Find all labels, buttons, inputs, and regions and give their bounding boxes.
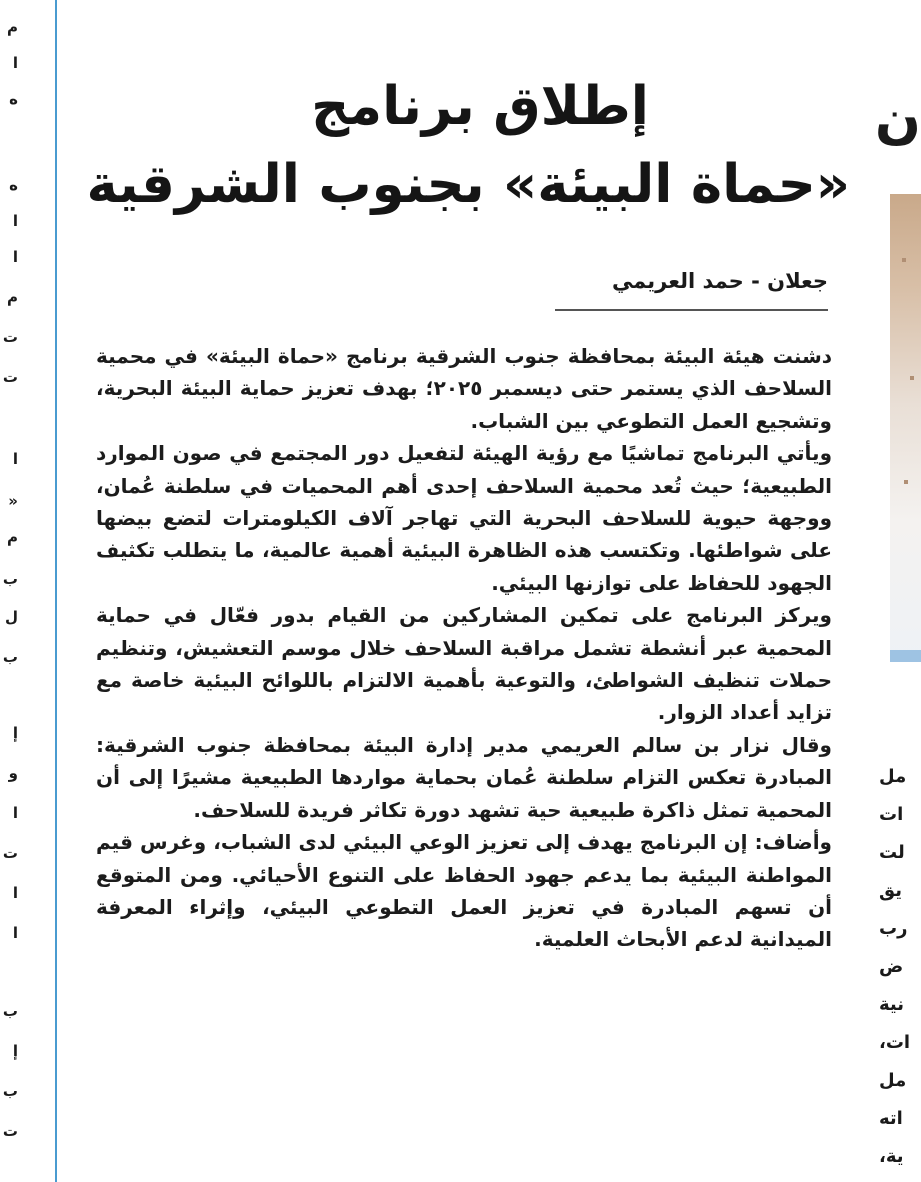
right-column-text: مل — [879, 1070, 907, 1091]
right-column-text: اته — [879, 1108, 903, 1129]
right-column-text: ض — [879, 956, 904, 977]
left-column-text: ب — [2, 570, 18, 588]
right-column-text: مل — [879, 766, 907, 787]
left-column-text: ت — [2, 1122, 18, 1140]
article-paragraph: ويأتي البرنامج تماشيًا مع رؤية الهيئة لتفعيل دور المجتمع في صون الموارد الطبيعية؛ حيث تُعد محمية السلاحف إحدى أهم المحميات في سلطنة عُمان، ووجهة حيوية للسلاحف البحرية التي تهاجر آلاف الكيلومترات لتضع بيضها على شواطئها. وتكتسب هذه الظاهرة البيئية أهمية عالمية، ما يتطلب تكثيف الجهود للحفاظ على توازنها البيئي. — [96, 441, 832, 595]
left-column-text: ت — [2, 844, 18, 862]
left-column-text: ا — [12, 248, 18, 266]
right-column-text: ات — [879, 804, 904, 825]
left-column-text: م — [7, 18, 18, 36]
left-column-text: م — [7, 528, 18, 546]
right-column-text: رب — [879, 918, 908, 939]
article-paragraph: وأضاف: إن البرنامج يهدف إلى تعزيز الوعي البيئي لدى الشباب، وغرس قيم المواطنة البيئية بما يدعم جهود الحفاظ على التنوع الأحيائي. ومن المتوقع أن تسهم المبادرة في تعزيز العمل التطوعي البيئي، وإثراء المعرفة الميدانية لدعم الأبحاث العلمية. — [96, 830, 832, 952]
left-column-text: ب — [2, 1002, 18, 1020]
right-column-fragment — [875, 760, 921, 1182]
left-column-text: ت — [2, 368, 18, 386]
left-column-text: م — [7, 288, 18, 306]
column-divider — [55, 0, 57, 1182]
article-headline — [86, 68, 850, 224]
article-paragraph: دشنت هيئة البيئة بمحافظة جنوب الشرقية برنامج «حماة البيئة» في محمية السلاحف الذي يستمر حتى ديسمبر ٢٠٢٥؛ بهدف تعزيز حماية البيئة البحرية، وتشجيع العمل التطوعي بين الشباب. — [96, 344, 832, 433]
photo-detail — [910, 376, 914, 380]
left-column-text: ا — [12, 54, 18, 72]
right-column-text: ات، — [879, 1032, 911, 1053]
right-column-text: نية — [879, 994, 905, 1015]
right-column-text: ية، — [879, 1146, 904, 1167]
headline-line-2: «حماة البيئة» بجنوب الشرقية — [86, 154, 850, 215]
article-body — [96, 340, 832, 1160]
left-column-text: « — [8, 492, 18, 510]
article-paragraph: ويركز البرنامج على تمكين المشاركين من القيام بدور فعّال في حماية المحمية عبر أنشطة تشمل مراقبة السلاحف خلال موسم التعشيش، وتنظيم حملات تنظيف الشواطئ، والتوعية بأهمية الالتزام باللوائح البيئية خاصة مع تزايد أعداد الزوار. — [96, 603, 832, 725]
article-byline: جعلان - حمد العريمي — [611, 269, 828, 293]
left-column-text: ت — [2, 328, 18, 346]
article-photo — [890, 194, 921, 662]
photo-detail — [904, 480, 908, 484]
left-column-text: ا — [12, 804, 18, 822]
left-column-text: إ — [12, 1042, 18, 1060]
left-column-text: ا — [12, 212, 18, 230]
article-paragraph: وقال نزار بن سالم العريمي مدير إدارة البيئة بمحافظة جنوب الشرقية: المبادرة تعكس التزام سلطنة عُمان بحماية مواردها الطبيعية مشيرًا إلى أن المحمية تمثل ذاكرة طبيعية حية تشهد دورة تكاثر فريدة للسلاحف. — [96, 732, 832, 822]
left-column-text: ا — [12, 884, 18, 902]
left-column-text: إ — [12, 724, 18, 742]
right-column-text: يق — [879, 880, 902, 901]
left-column-fragment — [0, 0, 52, 1182]
right-article-title-fragment — [874, 84, 921, 154]
left-column-text: ا — [12, 450, 18, 468]
left-column-text: ه — [9, 90, 18, 108]
left-column-text: ب — [2, 1082, 18, 1100]
right-column-text: لت — [879, 842, 905, 863]
left-column-text: ب — [2, 648, 18, 666]
left-column-text: ل — [4, 608, 18, 626]
headline-line-1: إطلاق برنامج — [311, 76, 649, 137]
left-column-text: ا — [12, 924, 18, 942]
photo-detail — [902, 258, 906, 262]
left-column-text: و — [8, 764, 18, 782]
right-title-text: ن — [874, 87, 921, 150]
photo-detail — [890, 650, 921, 662]
byline-underline — [555, 309, 828, 311]
left-column-text: ه — [9, 176, 18, 194]
